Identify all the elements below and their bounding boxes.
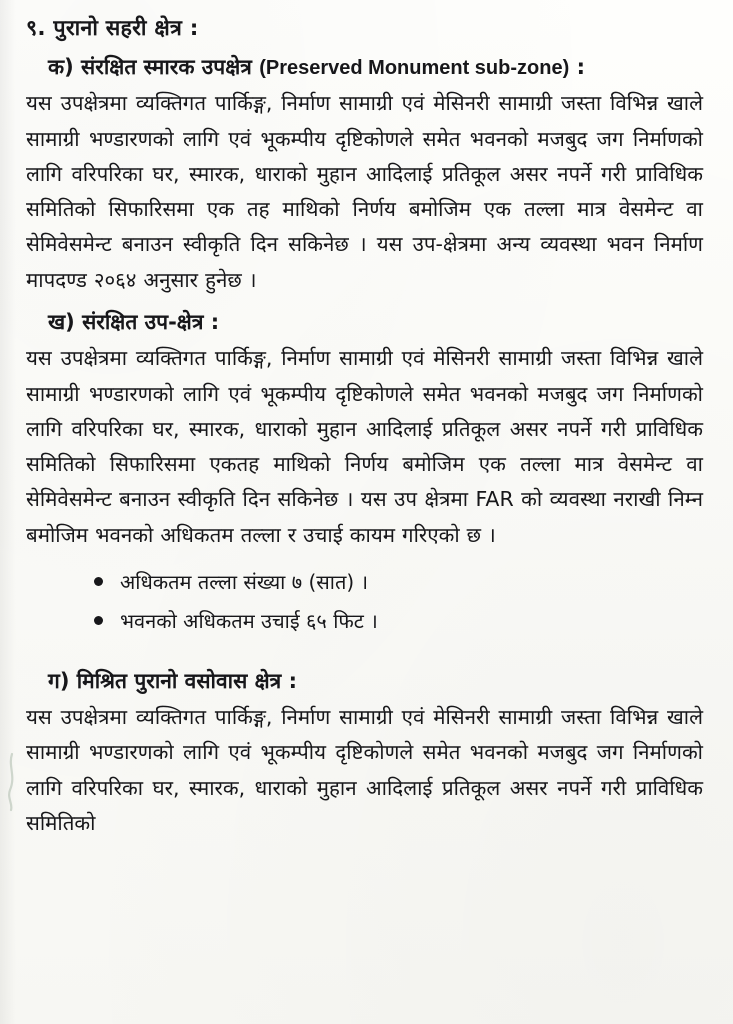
section-heading: ९. पुरानो सहरी क्षेत्र : bbox=[26, 16, 199, 41]
subsection-ga-label-suffix: : bbox=[288, 668, 297, 693]
subsection-ga-heading bbox=[48, 667, 703, 696]
section-spacer bbox=[26, 651, 703, 667]
page-edge-shadow bbox=[0, 0, 16, 1024]
list-item bbox=[94, 563, 703, 602]
bullet-dot-icon bbox=[94, 616, 103, 625]
subsection-kha-label-suffix: : bbox=[210, 309, 220, 334]
subsection-ka bbox=[26, 53, 703, 298]
subsection-kha-heading bbox=[48, 308, 703, 337]
pen-smudge-icon bbox=[2, 752, 26, 812]
subsection-ga bbox=[26, 667, 703, 841]
subsection-ka-label-np: क) संरक्षित स्मारक उपक्षेत्र bbox=[48, 55, 252, 80]
subsection-ga-label-np: ग) मिश्रित पुरानो वसोवास क्षेत्र bbox=[48, 668, 282, 693]
subsection-kha bbox=[26, 308, 703, 641]
subsection-ka-label-en: (Preserved Monument sub-zone) bbox=[259, 57, 570, 80]
subsection-ga-paragraph: यस उपक्षेत्रमा व्यक्तिगत पार्किङ्ग, निर्माण सामाग्री एवं मेसिनरी सामाग्री जस्ता विभिन्न खाले सामाग्री भण्डारणको लागि एवं भूकम्पीय दृष्टिकोणले समेत भवनको मजबुद जग निर्माणको लागि वरिपरिका घर, स्मारक, धाराको मुहान आदिलाई प्रतिकूल असर नपर्ने गरी प्राविधिक समितिको bbox=[26, 705, 703, 835]
subsection-kha-bullet-list bbox=[26, 563, 703, 641]
bullet-dot-icon bbox=[94, 577, 103, 586]
subsection-kha-label-np: ख) संरक्षित उप-क्षेत्र bbox=[48, 309, 204, 334]
list-item bbox=[94, 602, 703, 641]
subsection-kha-paragraph: यस उपक्षेत्रमा व्यक्तिगत पार्किङ्ग, निर्माण सामाग्री एवं मेसिनरी सामाग्री जस्ता विभिन्न खाले सामाग्री भण्डारणको लागि एवं भूकम्पीय दृष्टिकोणले समेत भवनको मजबुद जग निर्माणको लागि वरिपरिका घर, स्मारक, धाराको मुहान आदिलाई प्रतिकूल असर नपर्ने गरी प्राविधिक समितिको सिफारिसमा एकतह माथिको निर्णय बमोजिम एक तल्ला मात्र वेसमेन्ट वा सेमिवेसमेन्ट बनाउन स्वीकृति दिन सकिनेछ । यस उप क्षेत्रमा FAR को व्यवस्था नराखी निम्न बमोजिम भवनको अधिकतम तल्ला र उचाई कायम गरिएको छ । bbox=[26, 346, 703, 547]
list-item-label: भवनको अधिकतम उचाई ६५ फिट । bbox=[120, 608, 378, 633]
subsection-ka-paragraph: यस उपक्षेत्रमा व्यक्तिगत पार्किङ्ग, निर्माण सामाग्री एवं मेसिनरी सामाग्री जस्ता विभिन्न खाले सामाग्री भण्डारणको लागि एवं भूकम्पीय दृष्टिकोणले समेत भवनको मजबुद जग निर्माणको लागि वरिपरिका घर, स्मारक, धाराको मुहान आदिलाई प्रतिकूल असर नपर्ने गरी प्राविधिक समितिको सिफारिसमा एक तह माथिको निर्णय बमोजिम एक तल्ला मात्र वेसमेन्ट वा सेमिवेसमेन्ट बनाउन स्वीकृति दिन सकिनेछ । यस उप-क्षेत्रमा अन्य व्यवस्था भवन निर्माण मापदण्ड २०६४ अनुसार हुनेछ । bbox=[26, 91, 703, 292]
list-item-label: अधिकतम तल्ला संख्या ७ (सात) । bbox=[120, 569, 369, 594]
subsection-ka-label-suffix: : bbox=[576, 55, 585, 80]
subsection-ka-heading bbox=[48, 53, 703, 82]
document-body bbox=[26, 14, 703, 841]
